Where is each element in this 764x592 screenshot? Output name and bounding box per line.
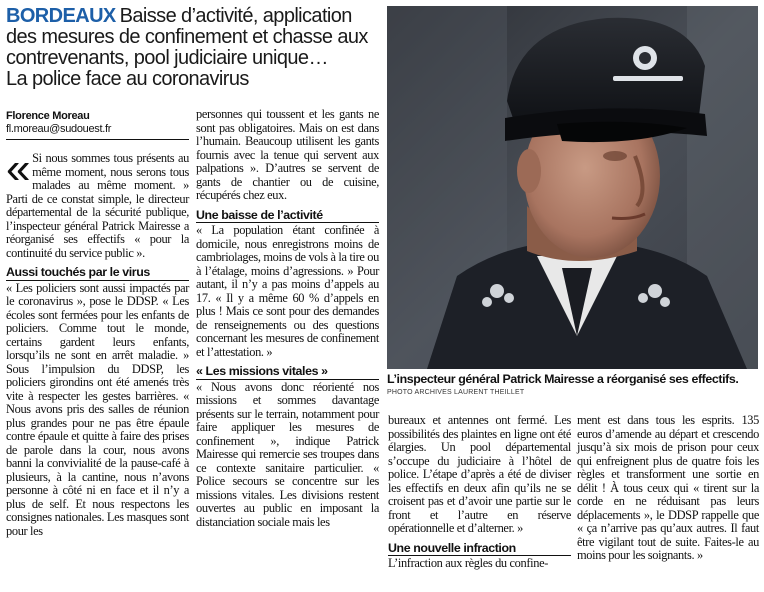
col4-paragraph-1: ment est dans tous les esprits. 135 euros d’amende au départ et crescendo jusqu’à six mois de prison pour ceux qui enfreignent plus de quatre fois les règles et transforment une sortie en délit ! À tous ceux qui « tirent sur la corde en ne réduisant pas leurs déplacements », le DDSP rappelle que « ça n’arrive pas qu’aux autres. Il faut être vigilant tout de suite. Faites-le au moins pour les soignants. »	[577, 413, 759, 562]
subheading-infraction: Une nouvelle infraction	[388, 542, 571, 557]
col3-paragraph-1: bureaux et antennes ont fermé. Les possibilités des plaintes en ligne ont été élargies. Un pool départemental s’occupe du judiciaire à l’hôtel de police. L’étape d’après a été de diviser les effectifs en deux afin qu’ils ne se croisent pas et d’avoir une partie sur le front et l’autre en réserve opérationnelle et d’alterner. »	[388, 413, 571, 535]
subheading-missions: « Les missions vitales »	[196, 365, 379, 380]
photo-caption: L’inspecteur général Patrick Mairesse a réorganisé ses effectifs.	[387, 372, 739, 386]
article-column-3	[388, 414, 571, 571]
col2-paragraph-2: « La population étant confinée à domicile, nous enregistrons moins de cambriolages, moins de vols à la tire ou à l’étalage, moins d’agressions. » Pour autant, il n’y a pas moins d’appels au 17. « Il y a même 60 % d’appels en plus ! Mais ce sont pour des demandes de renseignements ou des questions concernant les mesures de confinement et l’attestation. »	[196, 223, 379, 359]
col3-paragraph-2: L’infraction aux règles du confine-	[388, 556, 549, 570]
headline-subtitle: La police face au coronavirus	[6, 68, 249, 90]
author-name: Florence Moreau	[6, 110, 90, 122]
article-photo	[387, 6, 758, 369]
intro-text: Si nous sommes tous présents au même moment, nous serons tous malades au même moment. » Parti de ce constat simple, le directeur départemental de la sécurité publique, l’inspecteur général Patrick Mairesse a réorganisé ses effectifs « pour la continuité du service public ».	[6, 151, 189, 260]
subheading-touches: Aussi touchés par le virus	[6, 266, 189, 281]
col1-paragraph-2: « Les policiers sont aussi impactés par le coronavirus », pose le DDSP. « Les écoles sont fermées pour les enfants de policiers. Comme tout le monde, certains gardent leurs enfants, lorsqu’ils ne sont en arrêt maladie. » Sous l’impulsion du DDSP, les policiers girondins ont été amenés très vite à respecter les gestes barrières. « Nous avons pris des salles de réunion plus grandes pour ne pas être épaule contre épaule et quitte à faire des prises de parole dans la cour, nous avons banni la convivialité de la pause-café à plusieurs, à la cantine, nous n’avons personne à côté ni en face et il n’y a plus de self. Et nous respectons les consignes nationales. Les masques sont pour les	[6, 280, 189, 538]
article-column-4	[577, 414, 759, 563]
byline	[6, 110, 189, 140]
photo-officer-portrait	[387, 6, 758, 369]
article-column-2	[196, 108, 379, 529]
col2-paragraph-1: personnes qui toussent et les gants ne sont pas obligatoires. Mais on est dans l’humain. Beaucoup utilisent les gants fournis avec la tenue qui servent aux palpations ». D’autres se servent de gants de chantier ou de cuisine, récupérés chez eux.	[196, 107, 379, 202]
photo-credit: PHOTO ARCHIVES LAURENT THEILLET	[387, 389, 525, 396]
headline	[6, 6, 378, 90]
intro-paragraph	[6, 144, 189, 260]
article-column-1	[6, 144, 189, 538]
col2-paragraph-3: « Nous avons donc réorienté nos missions et sommes davantage présents sur le terrain, notamment pour faire appliquer les mesures de confinement », indique Patrick Mairesse qui remercie ses troupes dans ce contexte sanitaire particulier. « Police secours se concentre sur les missions vitales. Les divisions restent ouvertes au public en imposant la distanciation sociale mais les	[196, 379, 379, 529]
opening-quote-mark: «	[6, 144, 31, 193]
subheading-baisse: Une baisse de l’activité	[196, 209, 379, 224]
headline-kicker: BORDEAUX	[6, 5, 116, 27]
headline-title: Baisse d’activité, application des mesures de confinement et chasse aux contrevenants, pool judiciaire unique…	[6, 5, 368, 69]
author-email[interactable]: fl.moreau@sudouest.fr	[6, 123, 112, 135]
